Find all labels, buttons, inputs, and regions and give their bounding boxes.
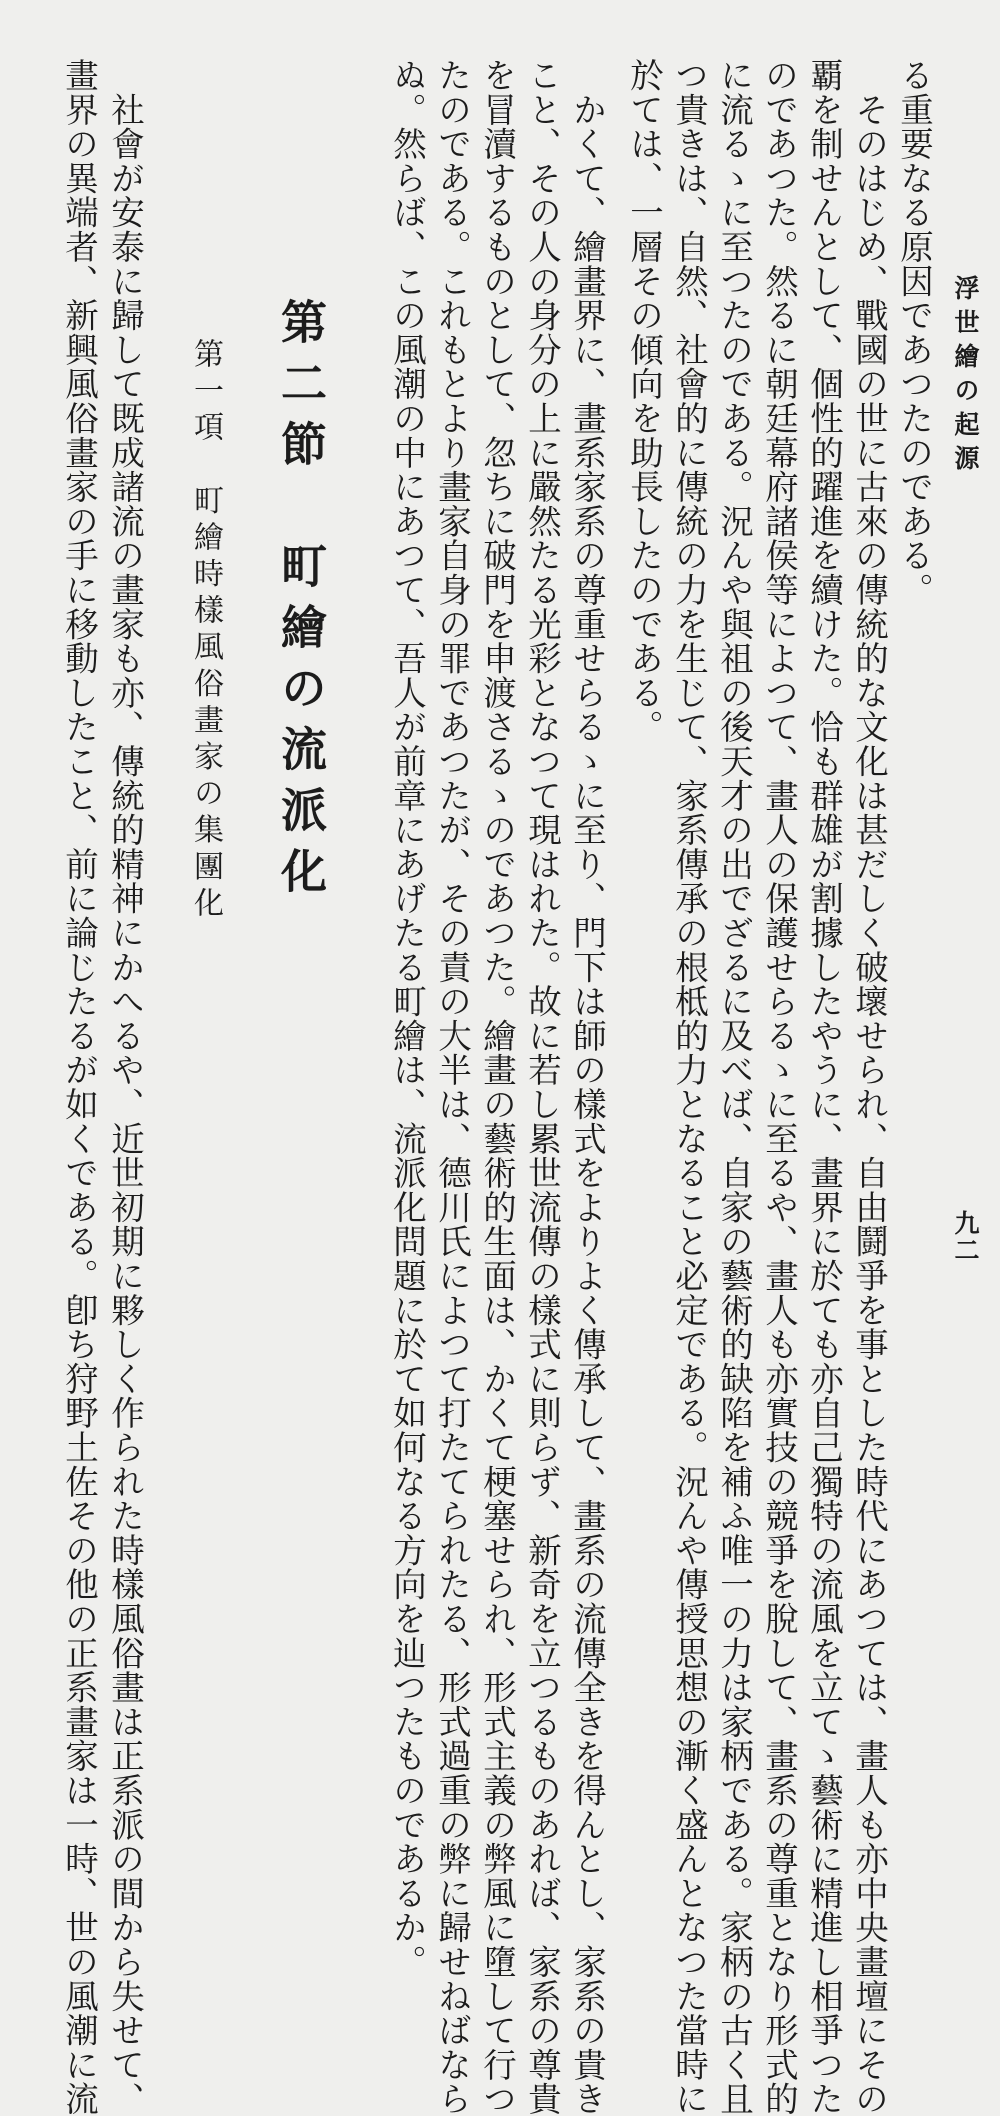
body-line: ぬ。然らば、この風潮の中にあつて、吾人が前章にあげたる町繪は、流派化問題に於て如何なる方向を辿つたものであるか。 [387,58,427,1979]
body-line: 畫界の異端者、新興風俗畫家の手に移動したこと、前に論じたるが如くである。卽ち狩野土佐その他の正系畫家は一時、世の風潮に流 [59,58,99,2116]
body-line: そのはじめ、戰國の世に古來の傳統的な文化は甚だしく破壞せられ、自由鬪爭を事とした時代にあつては、畫人も亦中央畫壇にその [849,58,889,2116]
body-line: つ貴きは、自然、社會的に傳統の力を生じて、家系傳承の根柢的力となること必定である。況んや傳授思想の漸く盛んとなつた當時に [669,58,709,2116]
running-header-title: 浮世繪の起源 [951,275,980,479]
body-line: 覇を制せんとして、個性的躍進を續けた。恰も群雄が割據したやうに、畫界に於ても亦自己獨特の流風を立てゝ藝術に精進し相爭つた [804,58,844,2116]
section-title: 第二節 町繪の流派化 [274,298,328,908]
body-line: のであつた。然るに朝廷幕府諸侯等によつて、畫人の保護せらるゝに至るや、畫人も亦實技の競爭を脫して、畫系の尊重となり形式的 [759,58,799,2116]
body-line: 社會が安泰に歸して既成諸流の畫家も亦、傳統的精神にかへるや、近世初期に夥しく作られた時樣風俗畫は正系派の間から失せて、 [105,58,145,2116]
body-line: こと、その人の身分の上に嚴然たる光彩となつて現はれた。故に若し累世流傳の樣式に則らず、新奇を立つるものあれば、家系の尊貴 [522,58,562,2116]
subsection-title: 第一項 町繪時樣風俗畫家の集團化 [188,338,223,924]
body-line: かくて、繪畫界に、畫系家系の尊重せらるゝに至り、門下は師の樣式をよりよく傳承して、畫系の流傳全きを得んとし、家系の貴き [567,58,607,2116]
body-line: る重要なる原因であつたのである。 [894,58,934,607]
body-line: を冒瀆するものとして、忽ちに破門を申渡さるゝのであつた。繪畫の藝術的生面は、かくて梗塞せられ、形式主義の弊風に墮して行つ [477,58,517,2116]
body-line: に流るゝに至つたのである。況んや與祖の後天才の出でざるに及べば、自家の藝術的缺陷を補ふ唯一の力は家柄である。家柄の古く且 [714,58,754,2116]
body-line: 於ては、一層その傾向を助長したのである。 [624,58,664,744]
body-line: たのである。これもとより畫家自身の罪であつたが、その責の大半は、德川氏によつて打たてられたる、形式過重の弊に歸せねばなら [432,58,472,2116]
page-number: 九二 [951,1210,980,1264]
